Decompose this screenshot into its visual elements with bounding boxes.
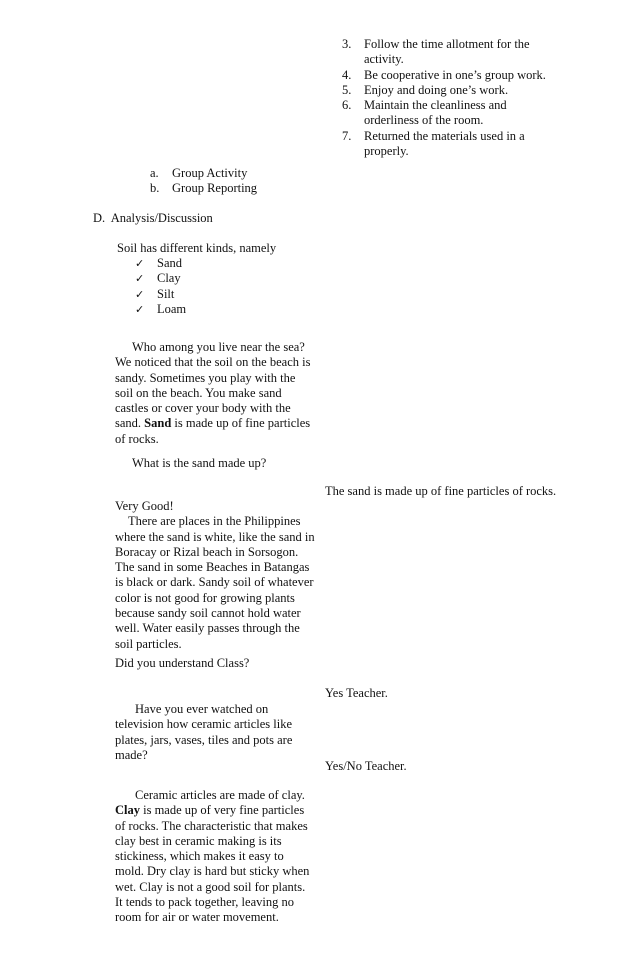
list-number: 6. bbox=[342, 98, 352, 113]
list-text: orderliness of the room. bbox=[364, 113, 484, 128]
list-item bbox=[342, 98, 602, 129]
paragraph-line: of rocks. bbox=[115, 431, 159, 446]
list-text: Sand bbox=[157, 256, 182, 270]
list-text: Group Activity bbox=[172, 166, 248, 180]
paragraph-line: because sandy soil cannot hold water bbox=[115, 606, 301, 621]
understand-question: Did you understand Class? bbox=[115, 656, 250, 670]
sand-question: What is the sand made up? bbox=[132, 456, 267, 470]
paragraph-line: Ceramic articles are made of clay. bbox=[135, 788, 305, 802]
list-number: 5. bbox=[342, 82, 352, 97]
bold-term: Sand bbox=[144, 416, 172, 431]
paragraph-line: room for air or water movement. bbox=[115, 910, 279, 925]
list-text: Enjoy and doing one’s work. bbox=[364, 82, 509, 97]
list-text: Be cooperative in one’s group work. bbox=[364, 67, 546, 82]
paragraph-line: clay best in ceramic making is its bbox=[115, 833, 282, 848]
paragraph-line: is black or dark. Sandy soil of whatever bbox=[115, 575, 314, 590]
list-text: Loam bbox=[157, 301, 187, 316]
list-letter: a. bbox=[150, 166, 159, 180]
clay-paragraph bbox=[115, 788, 320, 926]
list-item bbox=[342, 83, 602, 98]
list-item bbox=[135, 271, 186, 286]
bold-term: Clay bbox=[115, 803, 140, 818]
list-item bbox=[342, 129, 602, 160]
check-icon: ✓ bbox=[135, 287, 145, 301]
list-number: 3. bbox=[342, 37, 352, 51]
list-text: Returned the materials used in a bbox=[364, 128, 525, 143]
text-run: sand. bbox=[115, 416, 145, 431]
paragraph-line: plates, jars, vases, tiles and pots are bbox=[115, 732, 293, 747]
paragraph-line bbox=[115, 803, 320, 818]
paragraph-line: We noticed that the soil on the beach is bbox=[115, 355, 311, 370]
list-text: Silt bbox=[157, 286, 175, 301]
soil-kinds-list bbox=[135, 256, 186, 317]
list-item bbox=[150, 181, 257, 196]
activity-list bbox=[150, 166, 257, 197]
answer-yes: Yes Teacher. bbox=[325, 686, 388, 700]
rules-list bbox=[342, 37, 602, 159]
paragraph-line: mold. Dry clay is hard but sticky when bbox=[115, 864, 310, 879]
list-text: Group Reporting bbox=[172, 181, 258, 196]
list-text: Maintain the cleanliness and bbox=[364, 98, 507, 113]
paragraph-line: soil on the beach. You make sand bbox=[115, 385, 282, 400]
list-text: Follow the time allotment for the bbox=[364, 37, 530, 51]
list-text: Clay bbox=[157, 271, 181, 286]
check-icon: ✓ bbox=[135, 302, 145, 316]
soil-intro: Soil has different kinds, namely bbox=[117, 241, 277, 255]
list-number: 7. bbox=[342, 128, 352, 143]
paragraph-line: Boracay or Rizal beach in Sorsogon. bbox=[115, 544, 299, 559]
paragraph-line: The sand in some Beaches in Batangas bbox=[115, 560, 310, 575]
praise-text: Very Good! bbox=[115, 499, 174, 513]
list-item bbox=[342, 68, 602, 83]
paragraph-line: castles or cover your body with the bbox=[115, 401, 291, 416]
paragraph-line: stickiness, which makes it easy to bbox=[115, 849, 284, 864]
check-icon: ✓ bbox=[135, 257, 145, 270]
section-heading: D. Analysis/Discussion bbox=[93, 211, 213, 225]
list-item bbox=[135, 256, 186, 271]
paragraph-line: Who among you live near the sea? bbox=[132, 340, 305, 354]
paragraph-line: sandy. Sometimes you play with the bbox=[115, 370, 296, 385]
text-run: is made up of fine particles bbox=[171, 416, 311, 431]
sand-paragraph bbox=[115, 340, 320, 447]
answer-yes-no: Yes/No Teacher. bbox=[325, 759, 407, 773]
list-text: activity. bbox=[364, 52, 404, 67]
paragraph-line: wet. Clay is not a good soil for plants. bbox=[115, 879, 306, 894]
list-letter: b. bbox=[150, 181, 160, 196]
paragraph-line: television how ceramic articles like bbox=[115, 717, 293, 732]
paragraph-line: well. Water easily passes through the bbox=[115, 621, 300, 636]
philippines-block bbox=[115, 499, 320, 652]
paragraph-line: color is not good for growing plants bbox=[115, 590, 295, 605]
check-icon: ✓ bbox=[135, 272, 145, 286]
paragraph-line: made? bbox=[115, 747, 148, 762]
sand-answer: The sand is made up of fine particles of rocks. bbox=[325, 484, 557, 498]
text-run: is made up of very fine particles bbox=[140, 803, 305, 818]
paragraph-line: It tends to pack together, leaving no bbox=[115, 895, 294, 910]
paragraph-line: There are places in the Philippines bbox=[128, 514, 301, 529]
list-number: 4. bbox=[342, 67, 352, 82]
ceramic-question bbox=[115, 702, 320, 763]
paragraph-line: soil particles. bbox=[115, 636, 182, 651]
paragraph-line: of rocks. The characteristic that makes bbox=[115, 818, 308, 833]
list-item bbox=[135, 302, 186, 317]
paragraph-line: where the sand is white, like the sand in bbox=[115, 529, 315, 544]
paragraph-line bbox=[115, 416, 320, 431]
list-item bbox=[135, 287, 186, 302]
list-item bbox=[150, 166, 257, 181]
list-text: properly. bbox=[364, 144, 409, 159]
paragraph-line: Have you ever watched on bbox=[135, 702, 269, 716]
list-item bbox=[342, 37, 602, 68]
